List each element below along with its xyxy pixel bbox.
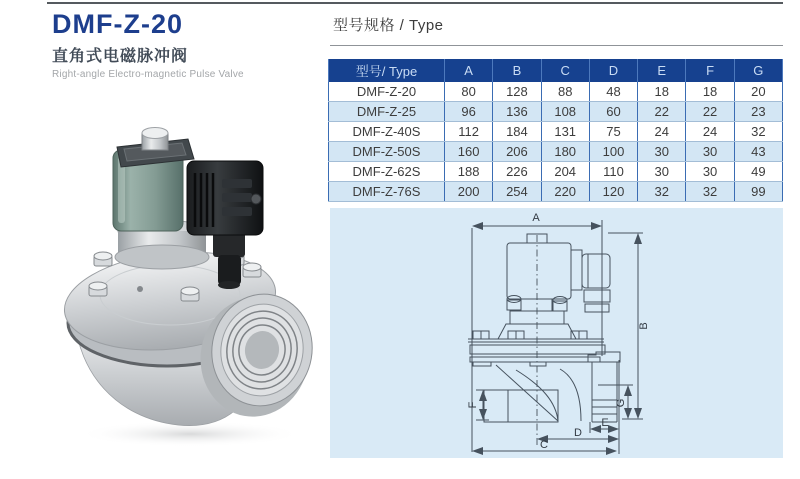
spec-table-row <box>329 162 783 182</box>
spec-column-header: G <box>734 59 782 82</box>
product-name-en: Right-angle Electro-magnetic Pulse Valve <box>52 68 244 80</box>
spec-value-cell: 30 <box>638 162 686 182</box>
spec-value-cell: 20 <box>734 82 782 102</box>
dim-label-G: G <box>615 398 627 408</box>
spec-column-header: E <box>638 59 686 82</box>
spec-value-cell: 32 <box>686 182 734 202</box>
spec-value-cell: 80 <box>445 82 493 102</box>
spec-model-cell: DMF-Z-20 <box>329 82 445 102</box>
spec-value-cell: 184 <box>493 122 541 142</box>
coil-top-nut <box>142 128 168 151</box>
spec-column-header: C <box>541 59 589 82</box>
connector-screw <box>251 194 261 204</box>
spec-value-cell: 30 <box>686 162 734 182</box>
spec-value-cell: 254 <box>493 182 541 202</box>
spec-model-cell: DMF-Z-62S <box>329 162 445 182</box>
spec-value-cell: 99 <box>734 182 782 202</box>
spec-value-cell: 18 <box>638 82 686 102</box>
spec-value-cell: 75 <box>589 122 637 142</box>
spec-value-cell: 108 <box>541 102 589 122</box>
dimension-drawing <box>330 208 783 458</box>
spec-value-cell: 32 <box>638 182 686 202</box>
spec-table-body <box>329 82 783 202</box>
dome-vent-hole <box>137 286 143 292</box>
spec-value-cell: 22 <box>638 102 686 122</box>
spec-value-cell: 30 <box>638 142 686 162</box>
spec-value-cell: 112 <box>445 122 493 142</box>
spec-value-cell: 110 <box>589 162 637 182</box>
spec-value-cell: 30 <box>686 142 734 162</box>
spec-value-cell: 49 <box>734 162 782 182</box>
product-model-title: DMF-Z-20 <box>52 9 183 39</box>
top-divider <box>47 2 783 4</box>
spec-column-header: A <box>445 59 493 82</box>
spec-value-cell: 131 <box>541 122 589 142</box>
spec-section-title: 型号规格 / Type <box>333 17 444 34</box>
spec-table-row <box>329 182 783 202</box>
spec-title-rule <box>330 45 783 46</box>
spec-value-cell: 220 <box>541 182 589 202</box>
spec-model-cell: DMF-Z-76S <box>329 182 445 202</box>
spec-value-cell: 18 <box>686 82 734 102</box>
spec-value-cell: 88 <box>541 82 589 102</box>
dim-label-D: D <box>574 427 582 439</box>
spec-value-cell: 128 <box>493 82 541 102</box>
spec-column-header: D <box>589 59 637 82</box>
spec-value-cell: 136 <box>493 102 541 122</box>
spec-value-cell: 48 <box>589 82 637 102</box>
dim-label-F: F <box>467 401 479 409</box>
spec-value-cell: 200 <box>445 182 493 202</box>
dimension-drawing-panel <box>330 208 783 458</box>
valve-photo-illustration <box>30 103 330 448</box>
spec-table <box>328 59 783 202</box>
spec-value-cell: 24 <box>686 122 734 142</box>
spec-column-header: B <box>493 59 541 82</box>
product-header <box>52 10 322 80</box>
spec-value-cell: 188 <box>445 162 493 182</box>
spec-column-header: F <box>686 59 734 82</box>
spec-value-cell: 60 <box>589 102 637 122</box>
spec-table-header-row <box>329 59 783 82</box>
dim-label-A: A <box>532 212 540 224</box>
spec-value-cell: 206 <box>493 142 541 162</box>
spec-table-row <box>329 142 783 162</box>
spec-value-cell: 23 <box>734 102 782 122</box>
dim-label-C: C <box>540 439 548 451</box>
spec-model-cell: DMF-Z-25 <box>329 102 445 122</box>
spec-value-cell: 32 <box>734 122 782 142</box>
spec-value-cell: 180 <box>541 142 589 162</box>
valve-outline <box>468 234 620 422</box>
dim-label-B: B <box>638 322 650 330</box>
spec-value-cell: 204 <box>541 162 589 182</box>
flange-bolt-symbols <box>473 331 587 339</box>
spec-value-cell: 226 <box>493 162 541 182</box>
product-name-zh: 直角式电磁脉冲阀 <box>52 47 189 65</box>
spec-column-header: 型号/ Type <box>329 59 445 82</box>
spec-value-cell: 160 <box>445 142 493 162</box>
spec-model-cell: DMF-Z-50S <box>329 142 445 162</box>
spec-table-row <box>329 102 783 122</box>
din-connector <box>187 161 263 235</box>
spec-value-cell: 120 <box>589 182 637 202</box>
spec-value-cell: 100 <box>589 142 637 162</box>
spec-table-row <box>329 82 783 102</box>
spec-table-row <box>329 122 783 142</box>
dim-label-E: E <box>601 417 609 429</box>
spec-value-cell: 24 <box>638 122 686 142</box>
product-photo <box>30 103 330 448</box>
spec-model-cell: DMF-Z-40S <box>329 122 445 142</box>
spec-value-cell: 96 <box>445 102 493 122</box>
spec-value-cell: 43 <box>734 142 782 162</box>
spec-value-cell: 22 <box>686 102 734 122</box>
